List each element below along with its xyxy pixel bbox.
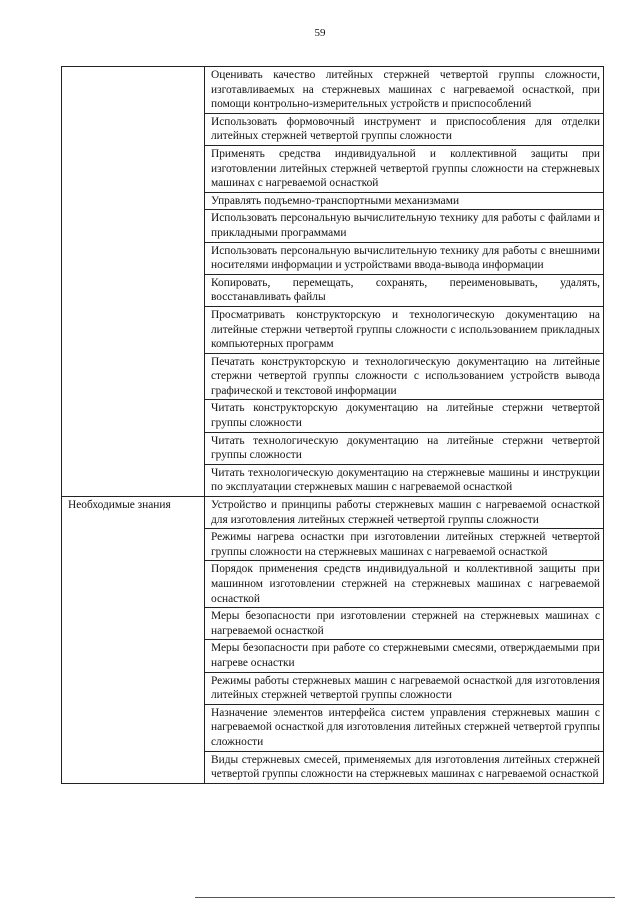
skill-item: Просматривать конструкторскую и технологическую документацию на литейные стержни четвертой группы сложности с использованием прикладных компьютерных программ (205, 306, 604, 353)
knowledge-item: Назначение элементов интерфейса систем управления стержневых машин с нагреваемой оснасткой для изготовления литейных стержней четвертой группы сложности (205, 704, 604, 751)
skill-row (62, 67, 604, 114)
skill-item: Читать технологическую документацию на литейные стержни четвертой группы сложности (205, 432, 604, 464)
knowledge-item: Меры безопасности при работе со стержневыми смесями, отверждаемыми при нагреве оснастки (205, 640, 604, 672)
skill-item: Управлять подъемно-транспортными механизмами (205, 192, 604, 210)
knowledge-item: Режимы нагрева оснастки при изготовлении литейных стержней четвертой группы сложности на стержневых машинах с нагреваемой оснасткой (205, 529, 604, 561)
requirements-table (61, 66, 604, 784)
requirements-table-body (62, 67, 604, 784)
skill-item: Читать технологическую документацию на стержневые машины и инструкции по эксплуатации стержневых машин с нагреваемой оснасткой (205, 464, 604, 496)
skill-item: Копировать, перемещать, сохранять, переименовывать, удалять, восстанавливать файлы (205, 274, 604, 306)
knowledge-row (62, 497, 604, 529)
skill-item: Печатать конструкторскую и технологическую документацию на литейные стержни четвертой группы сложности с использованием устройств вывода графической и текстовой информации (205, 353, 604, 400)
skill-category-cell (62, 67, 205, 497)
skill-item: Применять средства индивидуальной и коллективной защиты при изготовлении литейных стержней четвертой группы сложности на стержневых машинах с нагреваемой оснасткой (205, 145, 604, 192)
bottom-divider (195, 897, 615, 898)
knowledge-item: Устройство и принципы работы стержневых машин с нагреваемой оснасткой для изготовления литейных стержней четвертой группы сложности (205, 497, 604, 529)
knowledge-item: Виды стержневых смесей, применяемых для изготовления литейных стержней четвертой группы сложности на стержневых машинах с нагреваемой оснасткой (205, 751, 604, 783)
knowledge-category-cell: Необходимые знания (62, 497, 205, 784)
page-number: 59 (314, 27, 326, 39)
skill-item: Читать конструкторскую документацию на литейные стержни четвертой группы сложности (205, 400, 604, 432)
knowledge-item: Режимы работы стержневых машин с нагреваемой оснасткой для изготовления литейных стержней четвертой группы сложности (205, 672, 604, 704)
skill-item: Использовать формовочный инструмент и приспособления для отделки литейных стержней четвертой группы сложности (205, 113, 604, 145)
skill-item: Использовать персональную вычислительную технику для работы с внешними носителями информации и устройствами ввода-вывода информации (205, 242, 604, 274)
knowledge-item: Порядок применения средств индивидуальной и коллективной защиты при машинном изготовлении стержней на стержневых машинах с нагреваемой оснасткой (205, 561, 604, 608)
skill-item: Оценивать качество литейных стержней четвертой группы сложности, изготавливаемых на стержневых машинах с нагреваемой оснасткой, при помощи контрольно-измерительных устройств и приспособлений (205, 67, 604, 114)
skill-item: Использовать персональную вычислительную технику для работы с файлами и прикладными программами (205, 210, 604, 242)
knowledge-item: Меры безопасности при изготовлении стержней на стержневых машинах с нагреваемой оснасткой (205, 608, 604, 640)
